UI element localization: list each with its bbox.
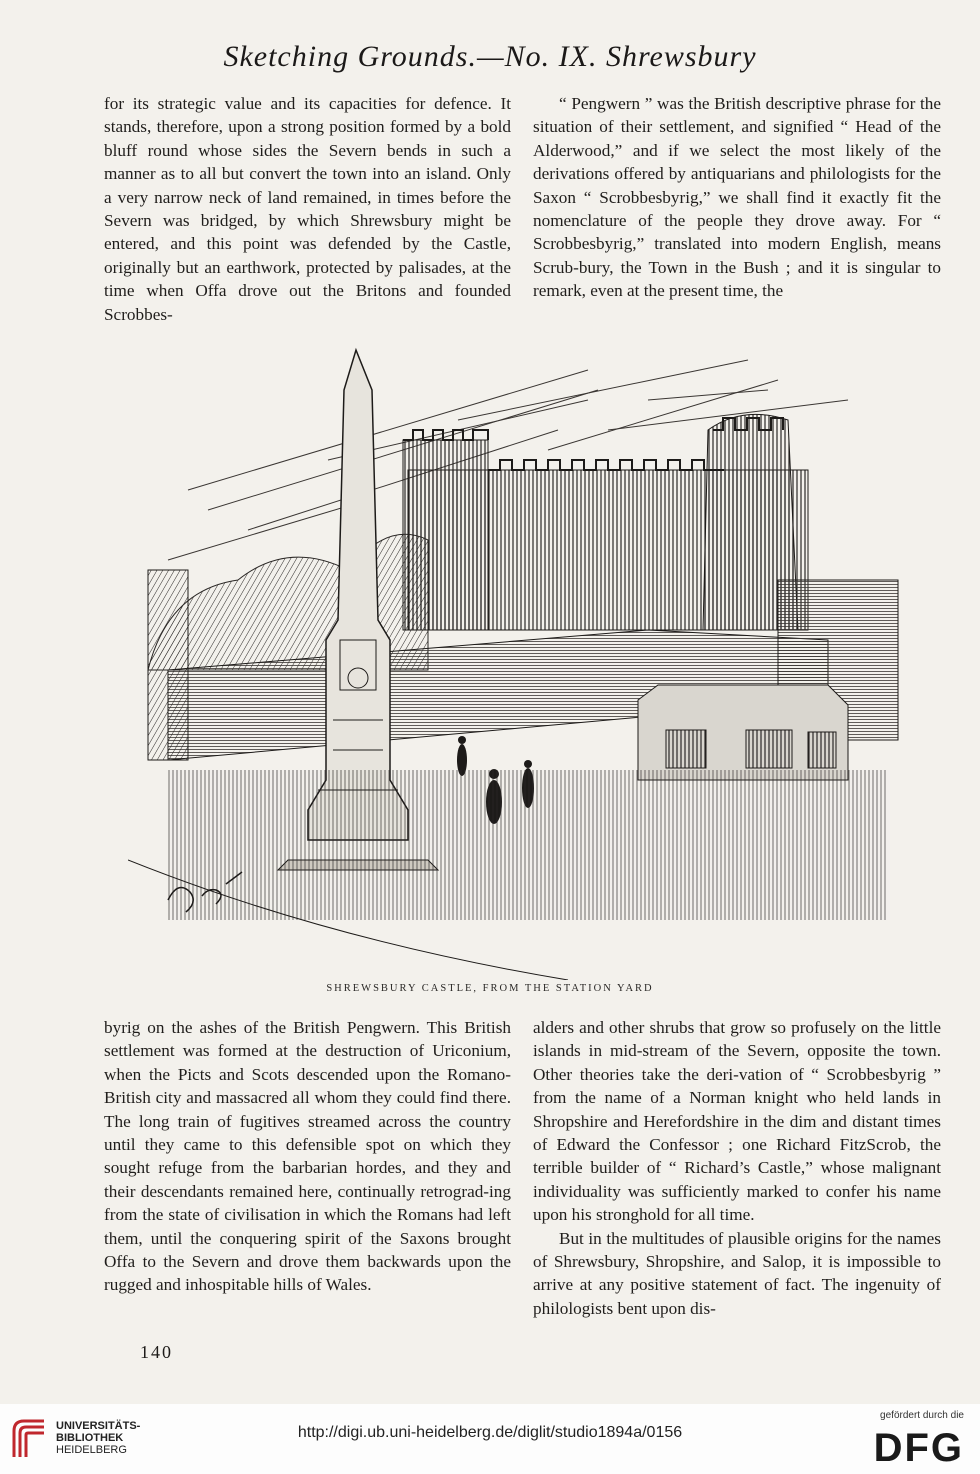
- house-left: [148, 570, 188, 760]
- castle-illustration: [128, 340, 908, 980]
- paragraph: for its strategic value and its capacities for defence. It stands, therefore, upon a strong position formed by a bold bluff round whose sides the Severn bends in such a manner as to all but convert the town into an island. Only a very narrow neck of land remained, in times before the Severn was bridged, by which Shrewsbury might be entered, and this point was defended by the Castle, originally but an earthwork, protected by palisades, at the time when Offa drove out the Britons and founded Scrobbes-: [104, 94, 511, 324]
- page-number: 140: [140, 1342, 173, 1362]
- figure-caption: SHREWSBURY CASTLE, FROM THE STATION YARD: [326, 983, 654, 994]
- paragraph: alders and other shrubs that grow so profusely on the little islands in mid-stream of the Severn, opposite the town. Other theories take the deri-vation of “ Scrobbesbyrig ” from the name of a Norman knight who held lands in Shropshire and Herefordshire in the dim and distant times of Edward the Confessor ; one Richard FitzScrob, the terrible builder of “ Richard’s Castle,” whose malignant individuality was sufficiently marked to confer his name upon his stronghold for all time.: [533, 1018, 941, 1225]
- column-bottom-right: [533, 1016, 941, 1320]
- paragraph: But in the multitudes of plausible origins for the names of Shrewsbury, Shropshire, and Salop, it is impossible to arrive at any positive statement of fact. The ingenuity of philologists bent upon dis-: [533, 1228, 941, 1318]
- column-top-left: [104, 92, 511, 326]
- digitization-footer: [0, 1404, 980, 1474]
- paragraph: “ Pengwern ” was the British descriptive phrase for the situation of their settlement, and signified “ Head of the Alderwood,” and if we select the most likely of the derivations offered by antiquarians and philologists for the Saxon “ Scrobbesbyrig,” we shall find it exactly fit the nomenclature of the people they drove away. For “ Scrobbesbyrig,” translated into modern English, means Scrub-bury, the Town in the Bush ; and it is singular to remark, even at the present time, the: [533, 94, 941, 301]
- castle-left-tower: [403, 440, 488, 630]
- column-top-right: [533, 92, 941, 303]
- column-bottom-left: [104, 1016, 511, 1297]
- dfg-logo: DFG: [873, 1426, 964, 1470]
- source-url-link[interactable]: http://digi.ub.uni-heidelberg.de/diglit/studio1894a/0156: [297, 1424, 683, 1441]
- funded-by-label: gefördert durch die: [880, 1410, 964, 1421]
- library-line: HEIDELBERG: [56, 1444, 127, 1456]
- station-yard-ground: [168, 770, 888, 920]
- paragraph: byrig on the ashes of the British Pengwern. This British settlement was formed at the destruction of Uriconium, when the Picts and Scots descended upon the Romano-British city and massacred all whom they could find there. The long train of fugitives streamed across the country until they came to this defensible spot on which they sought refuge from the barbarian hordes, and they and their descendants remained here, continually retrograd-ing from the state of civilisation in which the Romans had left them, until the conquering spirit of the Saxons brought Offa to the Severn and drove them backwards upon the rugged and inhospitable hills of Wales.: [104, 1018, 511, 1295]
- library-line: BIBLIOTHEK: [56, 1432, 124, 1444]
- running-header: Sketching Grounds.—No. IX. Shrewsbury: [223, 40, 757, 73]
- library-line: UNIVERSITÄTS-: [56, 1420, 141, 1432]
